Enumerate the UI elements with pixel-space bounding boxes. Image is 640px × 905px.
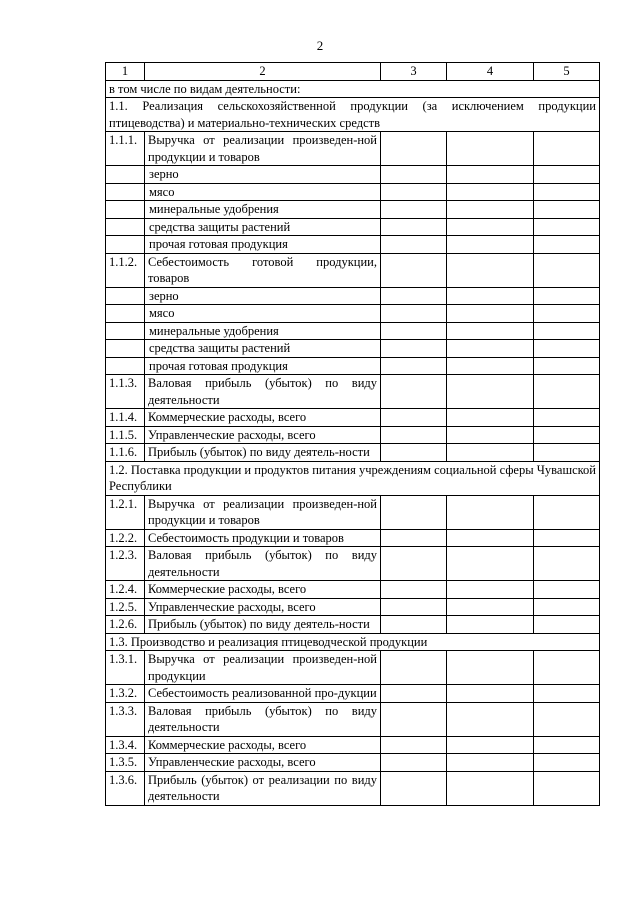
column-5-cell (534, 357, 600, 375)
column-5-cell (534, 685, 600, 703)
row-number (106, 287, 145, 305)
row-indicator-name: Себестоимость продукции и товаров (145, 529, 381, 547)
column-3-cell (381, 322, 447, 340)
column-3-cell (381, 375, 447, 409)
column-3-cell (381, 444, 447, 462)
table-row (106, 409, 600, 427)
column-5-cell (534, 581, 600, 599)
table-row (106, 685, 600, 703)
column-5-cell (534, 166, 600, 184)
row-indicator-name: Себестоимость реализованной про-дукции (145, 685, 381, 703)
column-3-cell (381, 529, 447, 547)
row-number (106, 166, 145, 184)
column-5-cell (534, 444, 600, 462)
column-4-cell (447, 375, 534, 409)
table-row (106, 616, 600, 634)
column-5-cell (534, 236, 600, 254)
column-4-cell (447, 357, 534, 375)
row-number: 1.2.6. (106, 616, 145, 634)
row-indicator-name: Выручка от реализации произведен-ной продукции (145, 651, 381, 685)
table-row (106, 651, 600, 685)
table-subrow (106, 305, 600, 323)
row-number: 1.3.3. (106, 702, 145, 736)
table-row (106, 132, 600, 166)
row-indicator-name: мясо (145, 183, 381, 201)
column-4-cell (447, 409, 534, 427)
column-3-cell (381, 340, 447, 358)
table-subrow (106, 183, 600, 201)
column-4-cell (447, 736, 534, 754)
column-3-cell (381, 616, 447, 634)
column-3-cell (381, 598, 447, 616)
table-row (106, 495, 600, 529)
column-3-cell (381, 771, 447, 805)
row-number: 1.2.3. (106, 547, 145, 581)
row-indicator-name: Коммерческие расходы, всего (145, 581, 381, 599)
table-row (106, 736, 600, 754)
report-table (105, 62, 600, 806)
row-number: 1.1.6. (106, 444, 145, 462)
column-5-cell (534, 375, 600, 409)
row-number (106, 183, 145, 201)
row-indicator-name: минеральные удобрения (145, 322, 381, 340)
section-row (106, 98, 600, 132)
row-indicator-name: прочая готовая продукция (145, 357, 381, 375)
intro-text: в том числе по видам деятельности: (106, 80, 600, 98)
row-indicator-name: Управленческие расходы, всего (145, 426, 381, 444)
column-header-2: 2 (145, 63, 381, 81)
column-5-cell (534, 305, 600, 323)
row-number (106, 357, 145, 375)
table-row (106, 529, 600, 547)
row-indicator-name: зерно (145, 166, 381, 184)
row-number (106, 218, 145, 236)
column-header-1: 1 (106, 63, 145, 81)
column-4-cell (447, 685, 534, 703)
table-subrow (106, 218, 600, 236)
row-indicator-name: Коммерческие расходы, всего (145, 409, 381, 427)
table-row (106, 598, 600, 616)
column-3-cell (381, 357, 447, 375)
column-5-cell (534, 132, 600, 166)
row-number: 1.3.5. (106, 754, 145, 772)
column-4-cell (447, 651, 534, 685)
page-number: 2 (316, 38, 324, 53)
section-title: 1.3. Производство и реализация птицеводческой продукции (106, 633, 600, 651)
row-number: 1.3.2. (106, 685, 145, 703)
column-5-cell (534, 495, 600, 529)
column-4-cell (447, 702, 534, 736)
row-number: 1.2.1. (106, 495, 145, 529)
column-4-cell (447, 236, 534, 254)
column-header-4: 4 (447, 63, 534, 81)
row-indicator-name: прочая готовая продукция (145, 236, 381, 254)
row-indicator-name: Валовая прибыль (убыток) по виду деятельности (145, 547, 381, 581)
table-row (106, 444, 600, 462)
column-4-cell (447, 201, 534, 219)
section-title: 1.1. Реализация сельскохозяйственной продукции (за исключением продукции птицеводства) и материально-технических средств (106, 98, 600, 132)
row-number: 1.1.1. (106, 132, 145, 166)
column-header-5: 5 (534, 63, 600, 81)
column-5-cell (534, 702, 600, 736)
column-4-cell (447, 754, 534, 772)
row-indicator-name: Валовая прибыль (убыток) по виду деятельности (145, 702, 381, 736)
row-indicator-name: средства защиты растений (145, 340, 381, 358)
column-4-cell (447, 340, 534, 358)
row-number (106, 201, 145, 219)
column-3-cell (381, 253, 447, 287)
row-indicator-name: Выручка от реализации произведен-ной продукции и товаров (145, 495, 381, 529)
column-4-cell (447, 771, 534, 805)
row-indicator-name: минеральные удобрения (145, 201, 381, 219)
column-3-cell (381, 132, 447, 166)
column-5-cell (534, 426, 600, 444)
row-number (106, 322, 145, 340)
table-row (106, 253, 600, 287)
column-5-cell (534, 340, 600, 358)
column-3-cell (381, 495, 447, 529)
table-row (106, 771, 600, 805)
column-5-cell (534, 616, 600, 634)
column-4-cell (447, 495, 534, 529)
column-4-cell (447, 218, 534, 236)
row-number: 1.3.6. (106, 771, 145, 805)
row-number (106, 305, 145, 323)
column-5-cell (534, 287, 600, 305)
table-subrow (106, 287, 600, 305)
row-indicator-name: Коммерческие расходы, всего (145, 736, 381, 754)
column-3-cell (381, 287, 447, 305)
column-3-cell (381, 685, 447, 703)
column-5-cell (534, 253, 600, 287)
column-4-cell (447, 322, 534, 340)
intro-row (106, 80, 600, 98)
column-3-cell (381, 201, 447, 219)
row-indicator-name: Прибыль (убыток) по виду деятель-ности (145, 616, 381, 634)
table-row (106, 754, 600, 772)
column-3-cell (381, 736, 447, 754)
column-5-cell (534, 201, 600, 219)
row-number: 1.2.4. (106, 581, 145, 599)
section-row (106, 633, 600, 651)
column-3-cell (381, 754, 447, 772)
column-3-cell (381, 305, 447, 323)
table-row (106, 547, 600, 581)
section-row (106, 461, 600, 495)
column-4-cell (447, 305, 534, 323)
column-5-cell (534, 651, 600, 685)
column-4-cell (447, 444, 534, 462)
row-indicator-name: Прибыль (убыток) от реализации по виду деятельности (145, 771, 381, 805)
row-indicator-name: Валовая прибыль (убыток) по виду деятельности (145, 375, 381, 409)
column-5-cell (534, 529, 600, 547)
column-3-cell (381, 426, 447, 444)
column-3-cell (381, 166, 447, 184)
column-5-cell (534, 736, 600, 754)
column-3-cell (381, 547, 447, 581)
column-header-row (106, 63, 600, 81)
column-4-cell (447, 132, 534, 166)
column-3-cell (381, 651, 447, 685)
row-number (106, 340, 145, 358)
column-5-cell (534, 409, 600, 427)
row-number: 1.1.5. (106, 426, 145, 444)
column-5-cell (534, 547, 600, 581)
column-5-cell (534, 754, 600, 772)
column-5-cell (534, 183, 600, 201)
table-subrow (106, 201, 600, 219)
row-indicator-name: Управленческие расходы, всего (145, 598, 381, 616)
table-subrow (106, 322, 600, 340)
row-indicator-name: средства защиты растений (145, 218, 381, 236)
row-number: 1.2.2. (106, 529, 145, 547)
row-indicator-name: Управленческие расходы, всего (145, 754, 381, 772)
table-subrow (106, 236, 600, 254)
row-number: 1.1.2. (106, 253, 145, 287)
column-4-cell (447, 547, 534, 581)
column-4-cell (447, 287, 534, 305)
table-row (106, 702, 600, 736)
column-3-cell (381, 236, 447, 254)
row-indicator-name: мясо (145, 305, 381, 323)
table-subrow (106, 340, 600, 358)
row-number: 1.1.3. (106, 375, 145, 409)
section-title: 1.2. Поставка продукции и продуктов питания учреждениям социальной сферы Чувашской Республики (106, 461, 600, 495)
column-4-cell (447, 529, 534, 547)
table-subrow (106, 357, 600, 375)
column-3-cell (381, 218, 447, 236)
column-5-cell (534, 218, 600, 236)
row-indicator-name: Прибыль (убыток) по виду деятель-ности (145, 444, 381, 462)
row-number: 1.3.1. (106, 651, 145, 685)
column-4-cell (447, 581, 534, 599)
column-4-cell (447, 166, 534, 184)
column-3-cell (381, 409, 447, 427)
column-4-cell (447, 183, 534, 201)
column-3-cell (381, 581, 447, 599)
column-5-cell (534, 771, 600, 805)
column-header-3: 3 (381, 63, 447, 81)
column-3-cell (381, 702, 447, 736)
column-4-cell (447, 426, 534, 444)
table-row (106, 581, 600, 599)
column-5-cell (534, 598, 600, 616)
row-number: 1.3.4. (106, 736, 145, 754)
table-subrow (106, 166, 600, 184)
row-number (106, 236, 145, 254)
row-indicator-name: Себестоимость готовой продукции, товаров (145, 253, 381, 287)
column-4-cell (447, 616, 534, 634)
table-row (106, 426, 600, 444)
row-number: 1.2.5. (106, 598, 145, 616)
report-table-body (106, 63, 600, 806)
column-4-cell (447, 598, 534, 616)
row-indicator-name: зерно (145, 287, 381, 305)
column-3-cell (381, 183, 447, 201)
table-row (106, 375, 600, 409)
column-4-cell (447, 253, 534, 287)
row-indicator-name: Выручка от реализации произведен-ной продукции и товаров (145, 132, 381, 166)
column-5-cell (534, 322, 600, 340)
row-number: 1.1.4. (106, 409, 145, 427)
